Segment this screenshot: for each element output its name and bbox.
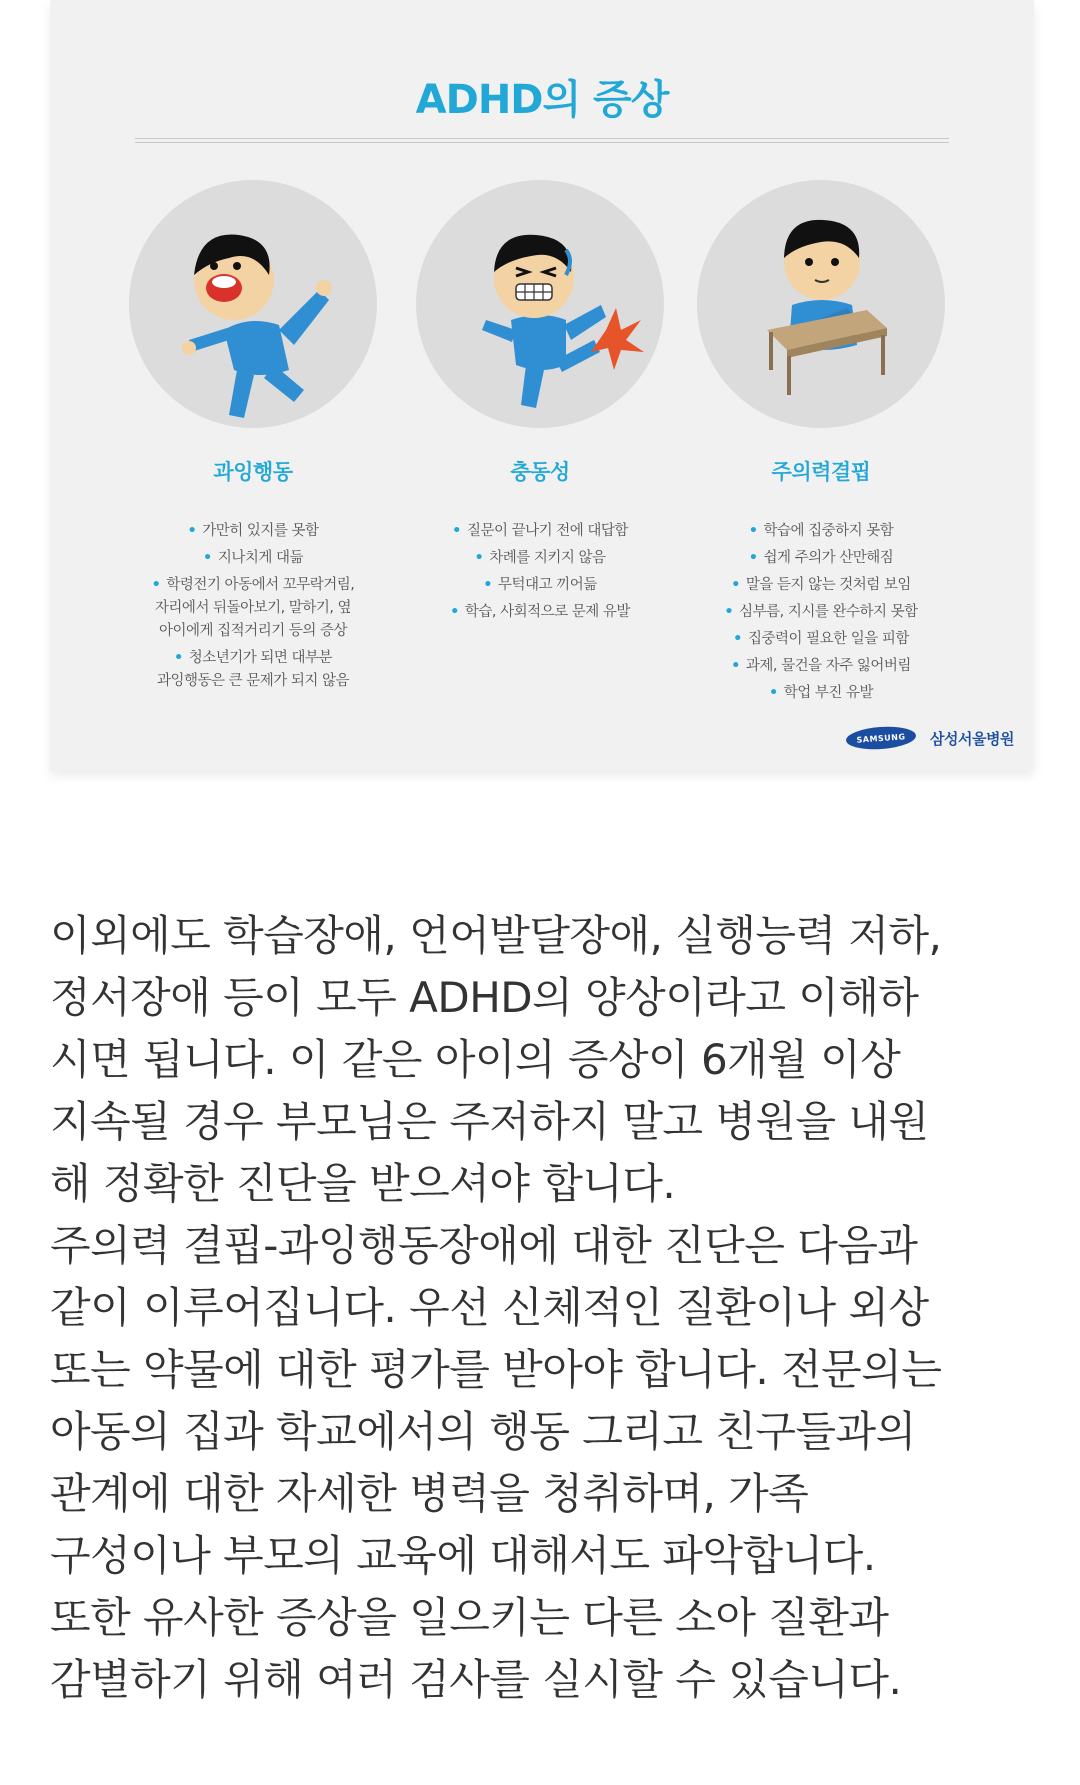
list-item: • 쉽게 주의가 산만해짐 [748,550,894,566]
adhd-symptoms-infographic [50,0,1034,770]
samsung-logo-icon: SAMSUNG [845,725,916,752]
list-item: • 학업 부진 유발 [768,685,874,701]
article-line: 시면 됩니다. 이 같은 아이의 증상이 6개월 이상 [50,1035,901,1084]
article-line: 또한 유사한 증상을 일으키는 다른 소아 질환과 [50,1593,889,1642]
list-item: • 질문이 끝나기 전에 대답함 [452,523,628,539]
symptom-column-hyperactivity [103,180,403,697]
bullet-icon: • [450,604,459,620]
article-line: 구성이나 부모의 교육에 대해서도 파악합니다. [50,1531,876,1580]
article-line: 또는 약물에 대한 평가를 받아야 합니다. 전문의는 [50,1345,942,1394]
hospital-brand [846,727,1014,749]
bullet-icon: • [748,550,758,566]
impulsive-child-illustration [416,180,664,428]
list-item: • 지나치게 대듦 [203,550,303,566]
list-item: • 차례를 지키지 않음 [474,550,606,566]
article-body [50,905,1040,1711]
column-title: 주의력결핍 [771,460,871,484]
bullet-icon: • [731,577,740,593]
bullet-icon: • [187,523,197,539]
article-line: 지속될 경우 부모님은 주저하지 말고 병원을 내원 [50,1097,929,1146]
symptom-column-impulsivity [390,180,690,628]
article-line: 이외에도 학습장애, 언어발달장애, 실행능력 저하, [50,911,942,960]
list-item: • 과제, 물건을 자주 잃어버림 [731,658,911,674]
bullet-icon: • [731,658,740,674]
hyperactive-child-illustration [129,180,377,428]
infographic-title: ADHD의 증상 [415,77,669,123]
bullet-icon: • [203,550,212,566]
list-item: • 가만히 있지를 못함 [187,523,319,539]
article-line: 관계에 대한 자세한 병력을 청취하며, 가족 [50,1469,809,1518]
article-line: 해 정확한 진단을 받으셔야 합니다. [50,1159,676,1208]
list-item: • 무턱대고 끼어듦 [483,577,597,593]
column-title: 과잉행동 [213,460,293,484]
symptom-list [390,520,690,624]
bullet-icon: • [748,523,758,539]
symptom-list [671,520,971,705]
list-item: • 청소년기가 되면 대부분 과잉행동은 큰 문제가 되지 않음 [156,650,350,689]
article-line: 정서장애 등이 모두 ADHD의 양상이라고 이해하 [50,973,919,1022]
list-item: • 집중력이 필요한 일을 피함 [733,631,909,647]
list-item: • 학습, 사회적으로 문제 유발 [450,604,630,620]
title-divider [135,138,949,143]
bullet-icon: • [452,523,461,539]
hospital-name: 삼성서울병원 [930,729,1014,748]
bullet-icon: • [768,685,778,701]
bullet-icon: • [474,550,484,566]
list-item: • 학습에 집중하지 못함 [748,523,894,539]
list-item: • 말을 듣지 않는 것처럼 보임 [731,577,911,593]
list-item: • 심부름, 지시를 완수하지 못함 [724,604,918,620]
bullet-icon: • [733,631,742,647]
article-line: 같이 이루어집니다. 우선 신체적인 질환이나 외상 [50,1283,929,1332]
article-line: 감별하기 위해 여러 검사를 실시할 수 있습니다. [50,1655,902,1704]
column-title: 충동성 [510,460,570,484]
bullet-icon: • [483,577,493,593]
article-line: 아동의 집과 학교에서의 행동 그리고 친구들과의 [50,1407,916,1456]
bullet-icon: • [173,650,183,666]
bullet-icon: • [724,604,734,620]
symptom-column-inattention [671,180,971,709]
symptom-list [103,520,403,693]
bullet-icon: • [151,577,161,593]
inattentive-child-illustration [697,180,945,428]
article-line: 주의력 결핍-과잉행동장애에 대한 진단은 다음과 [50,1221,918,1270]
list-item: • 학령전기 아동에서 꼬무락거림, 자리에서 뒤돌아보기, 말하기, 옆 아이에게 집적거리기 등의 증상 [151,577,355,639]
